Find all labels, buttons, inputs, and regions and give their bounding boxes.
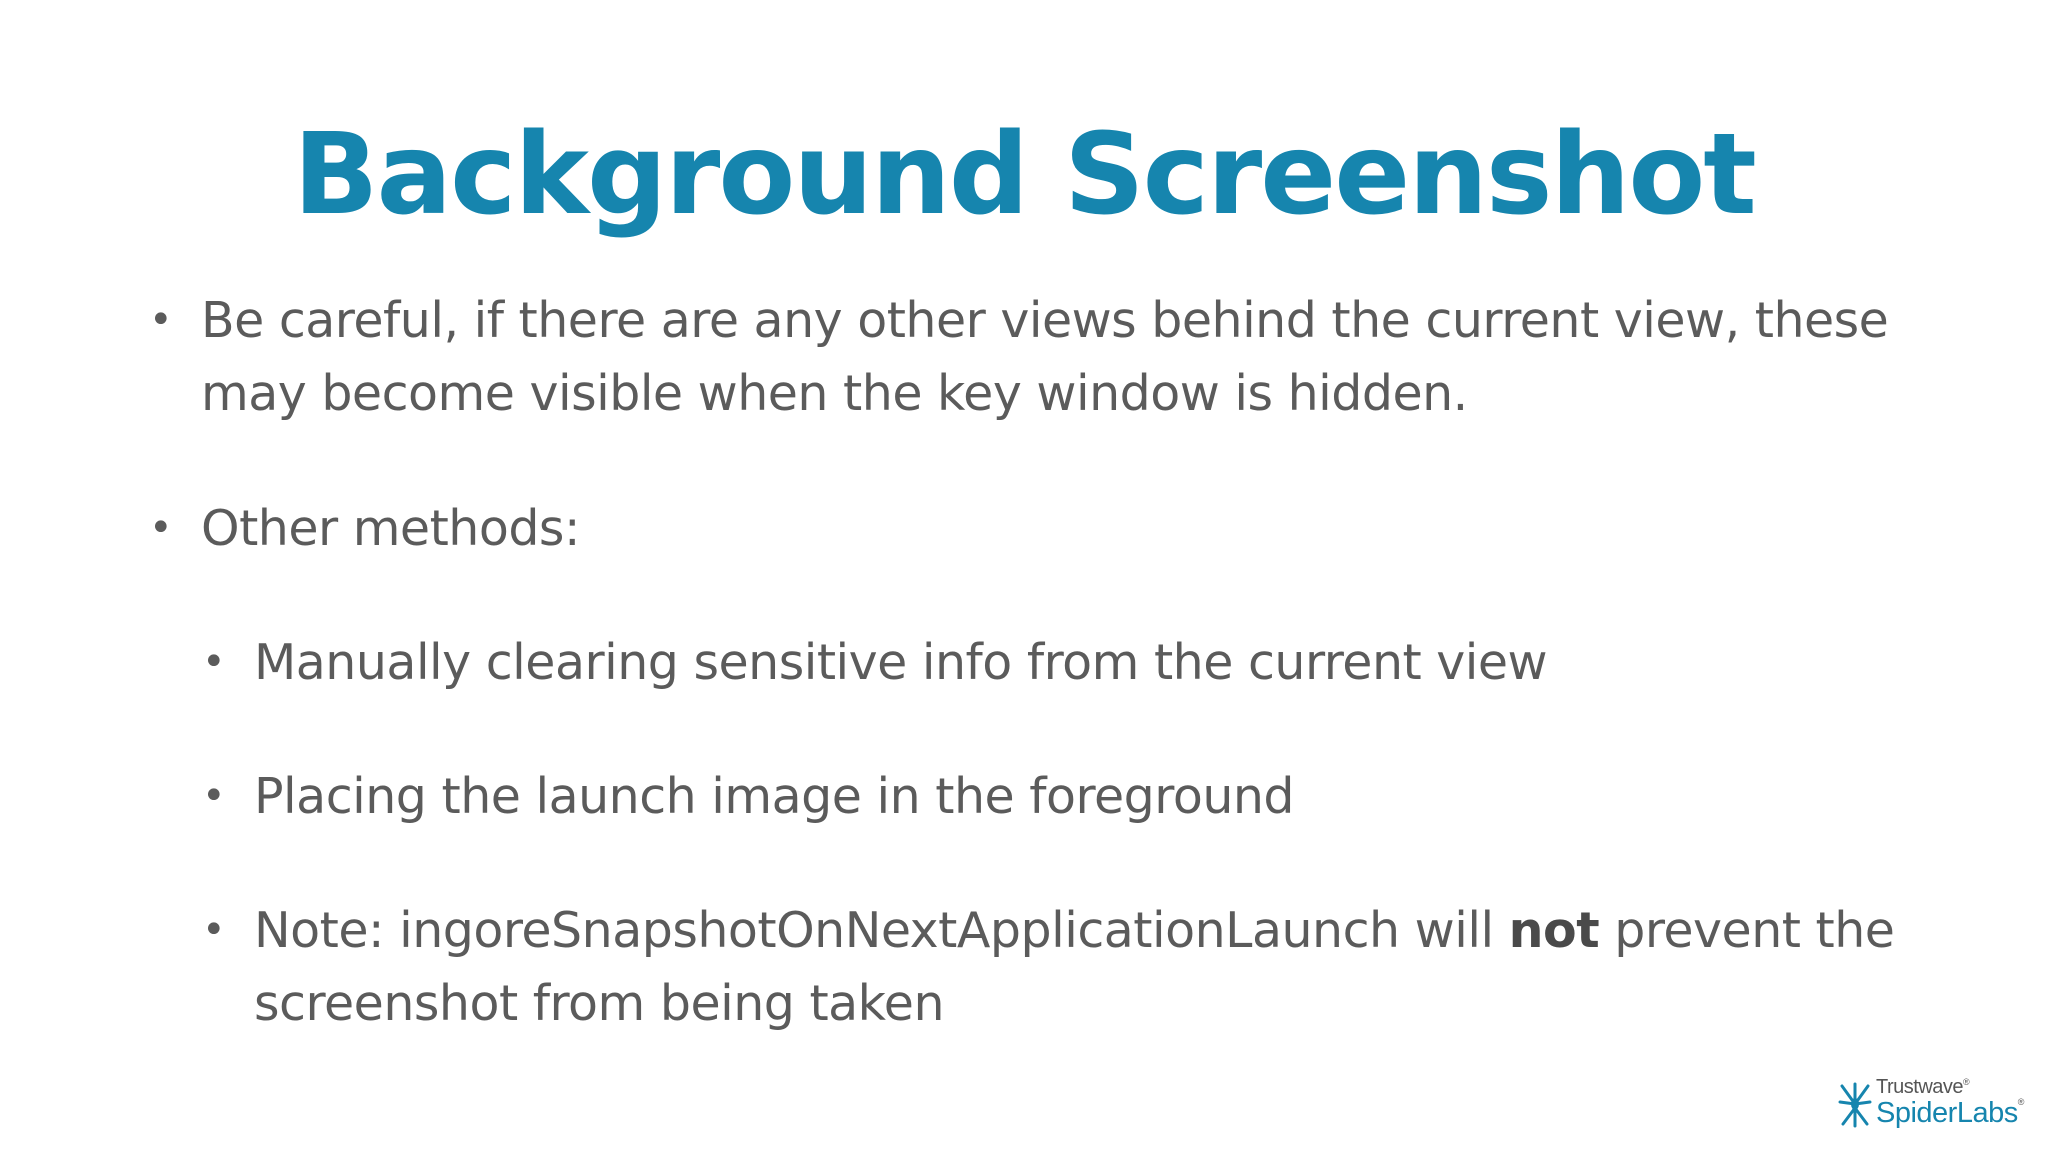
bullet-dot: • — [202, 907, 226, 953]
bullet-text: Be careful, if there are any other views behind the current view, these may become visible when the key window is hidden. — [201, 292, 1889, 422]
slide-title: Background Screenshot — [293, 110, 1755, 240]
bullet-item — [149, 284, 1961, 430]
bullet-dot: • — [202, 639, 226, 685]
bullet-text-bold: not — [1508, 902, 1600, 959]
bullet-text-after: prevent the screenshot from being taken — [254, 902, 1895, 1032]
bullet-text: Manually clearing sensitive info from the current view — [254, 634, 1548, 691]
sub-bullet-item — [202, 626, 1954, 699]
logo-bottom-text: SpiderLabs® — [1876, 1097, 2024, 1129]
trustwave-spiderlabs-logo — [1838, 1076, 2038, 1134]
bullet-text: Placing the launch image in the foreground — [254, 768, 1295, 825]
sub-bullet-item — [202, 894, 1954, 1040]
bullet-text: Other methods: — [201, 500, 580, 557]
bullet-item — [149, 492, 1961, 565]
sub-bullet-item — [202, 760, 1954, 833]
bullet-dot: • — [149, 297, 173, 343]
bullet-text-before: Note: ingoreSnapshotOnNextApplicationLaunch will — [254, 902, 1509, 959]
bullet-dot: • — [149, 505, 173, 551]
bullet-dot: • — [202, 773, 226, 819]
logo-top-text: Trustwave® — [1876, 1076, 1970, 1098]
spider-icon — [1838, 1082, 1872, 1128]
